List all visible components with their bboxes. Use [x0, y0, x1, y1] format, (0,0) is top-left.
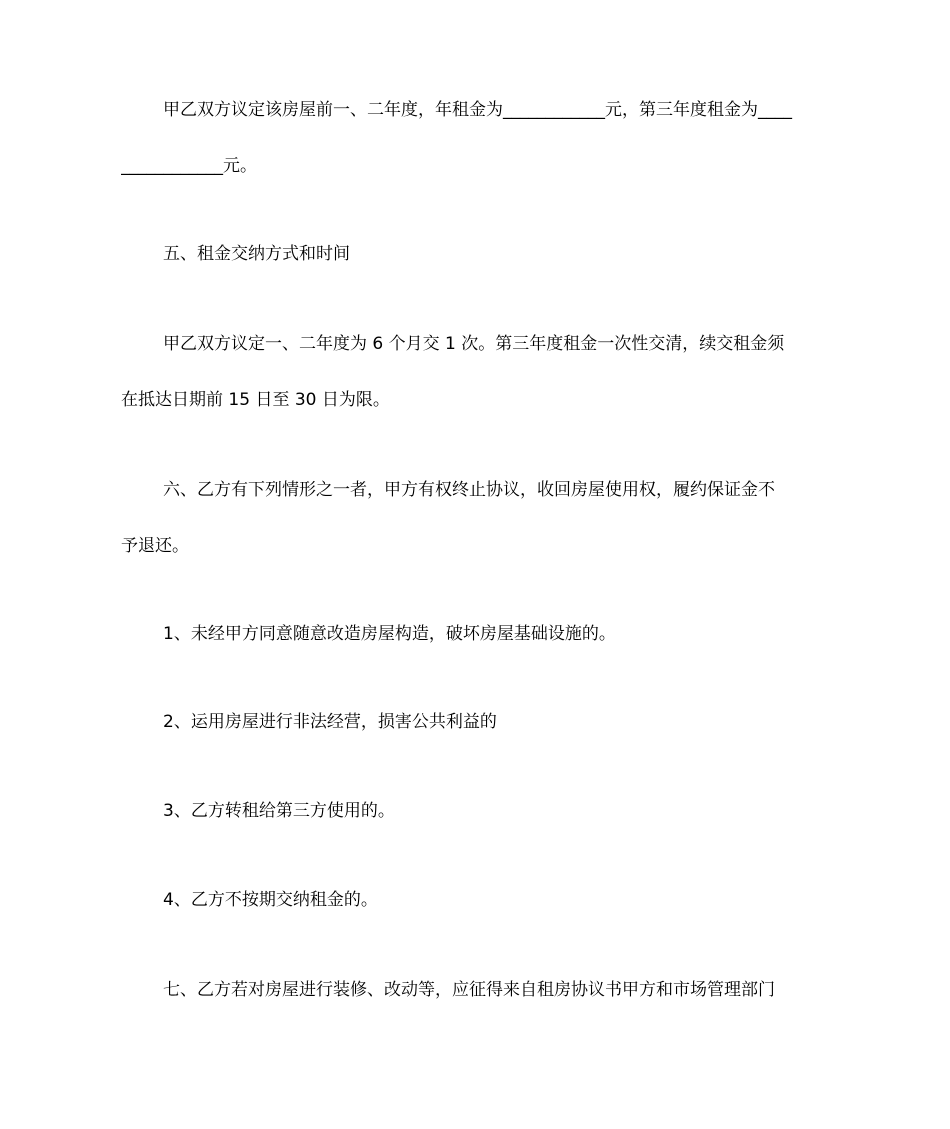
section-heading-6-line-1: 六、乙方有下列情形之一者，甲方有权终止协议，收回房屋使用权，履约保证金不	[163, 480, 775, 500]
paragraph-payment-line-1: 甲乙双方议定一、二年度为 6 个月交 1 次。第三年度租金一次性交清，续交租金须	[163, 334, 785, 354]
paragraph-rent-amount-line-2: ____________元。	[121, 156, 257, 176]
paragraph-rent-amount-line-1: 甲乙双方议定该房屋前一、二年度，年租金为____________元，第三年度租金为____	[163, 100, 792, 120]
section-heading-5: 五、租金交纳方式和时间	[163, 244, 350, 264]
section-heading-7-line-1: 七、乙方若对房屋进行装修、改动等，应征得来自租房协议书甲方和市场管理部门	[163, 980, 775, 1000]
list-item-3: 3、乙方转租给第三方使用的。	[163, 801, 395, 821]
paragraph-payment-line-2: 在抵达日期前 15 日至 30 日为限。	[121, 390, 390, 410]
list-item-2: 2、运用房屋进行非法经营，损害公共利益的	[163, 712, 497, 732]
section-heading-6-line-2: 予退还。	[121, 536, 189, 556]
list-item-1: 1、未经甲方同意随意改造房屋构造，破坏房屋基础设施的。	[163, 624, 616, 644]
list-item-4: 4、乙方不按期交纳租金的。	[163, 890, 378, 910]
